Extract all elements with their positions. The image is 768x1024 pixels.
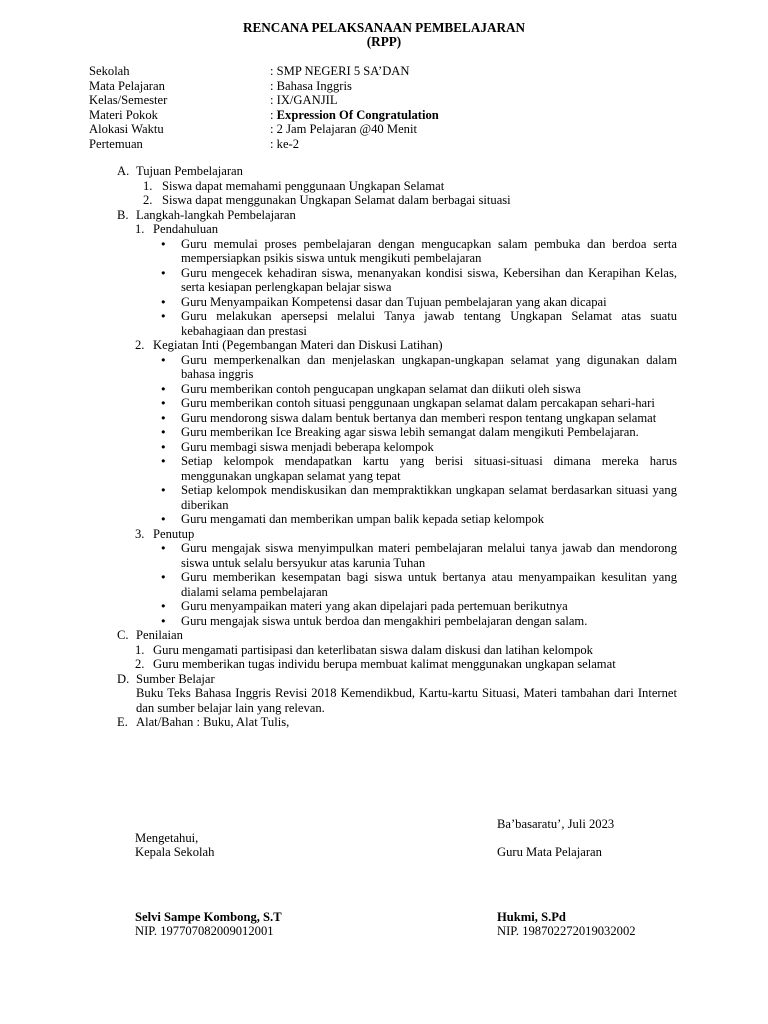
- teacher-name: Hukmi, S.Pd: [497, 910, 566, 924]
- bullet-item: ● Guru menyampaikan materi yang akan dipelajari pada pertemuan berikutnya: [117, 599, 677, 614]
- step-marker: 3.: [135, 526, 145, 541]
- meta-label: Kelas/Semester: [89, 93, 168, 108]
- bullet-item: ● Setiap kelompok mendiskusikan dan mempraktikkan ungkapan selamat berdasarkan situasi yang diberikan: [117, 483, 677, 512]
- langkah-list: [117, 338, 677, 353]
- step-pendahuluan: [117, 222, 677, 237]
- pendahuluan-bullets: [117, 237, 677, 339]
- penilaian-list: [117, 643, 677, 672]
- step-penutup: [117, 527, 677, 542]
- list-item: [117, 193, 677, 208]
- section-tujuan: [117, 164, 677, 179]
- item-text: Siswa dapat memahami penggunaan Ungkapan Selamat: [162, 178, 445, 193]
- meta-label: Pertemuan: [89, 136, 143, 151]
- section-alat-bahan: [117, 715, 677, 730]
- section-marker: D.: [117, 671, 130, 686]
- bullet-item: ● Guru memperkenalkan dan menjelaskan ungkapan-ungkapan selamat yang digunakan dalam bahasa inggris: [117, 353, 677, 382]
- meta-label: Sekolah: [89, 64, 130, 78]
- section-heading: Alat/Bahan : Buku, Alat Tulis,: [136, 715, 290, 729]
- bullet-item: ● Guru memberikan kesempatan bagi siswa untuk bertanya atau menyampaikan kesulitan yang dialami selama pembelajaran: [117, 570, 677, 599]
- document-subtitle: (RPP): [366, 34, 402, 49]
- meta-value: : 2 Jam Pelajaran @40 Menit: [270, 122, 417, 137]
- list-item: [117, 643, 677, 658]
- mengetahui-label: Mengetahui,: [135, 831, 199, 845]
- bullet-item: ● Guru mengamati dan memberikan umpan balik kepada setiap kelompok: [117, 512, 677, 527]
- item-text: Siswa dapat menggunakan Ungkapan Selamat dalam berbagai situasi: [162, 193, 511, 207]
- bullet-item: ● Guru mendorong siswa dalam bentuk bertanya dan memberi respon tentang ungkapan selamat: [117, 411, 677, 426]
- bullet-item: ● Guru memberikan Ice Breaking agar siswa lebih semangat dalam mengikuti Pembelajaran.: [117, 425, 677, 440]
- teacher-role: Guru Mata Pelajaran: [497, 845, 602, 859]
- meta-value: : Bahasa Inggris: [270, 78, 352, 93]
- section-heading: Penilaian: [136, 628, 183, 642]
- meta-label: Mata Pelajaran: [89, 78, 165, 93]
- section-heading: Sumber Belajar: [136, 671, 215, 686]
- langkah-list: [117, 222, 677, 237]
- tujuan-list: [117, 179, 677, 208]
- bullet-item: ● Guru mengajak siswa menyimpulkan materi pembelajaran melalui tanya jawab dan mendorong siswa untuk selalu bersyukur atas karunia Tuhan: [117, 541, 677, 570]
- penutup-bullets: [117, 541, 677, 628]
- item-marker: 1.: [143, 178, 153, 193]
- bullet-item: ● Guru memulai proses pembelajaran dengan mengucapkan salam pembuka dan berdoa serta mempersiapkan psikis siswa untuk mengikuti pembelajaran: [117, 237, 677, 266]
- section-marker: A.: [117, 164, 130, 178]
- sumber-belajar-text: Buku Teks Bahasa Inggris Revisi 2018 Kemendikbud, Kartu-kartu Situasi, Materi tambahan dari Internet dan sumber belajar lain yang relevan.: [136, 686, 677, 715]
- bullet-item: ● Setiap kelompok mendapatkan kartu yang berisi situasi-situasi dimana mereka harus menggunakan ungkapan selamat yang tepat: [117, 454, 677, 483]
- document-title: RENCANA PELAKSANAAN PEMBELAJARAN: [242, 20, 526, 35]
- principal-role: Kepala Sekolah: [135, 845, 215, 859]
- meta-label: Alokasi Waktu: [89, 122, 164, 137]
- bullet-item: ● Guru membagi siswa menjadi beberapa kelompok: [117, 440, 677, 455]
- step-heading: Penutup: [153, 526, 195, 541]
- list-item: [117, 657, 677, 672]
- document-body: [117, 164, 677, 730]
- place-date: Ba’basaratu’, Juli 2023: [497, 817, 615, 831]
- section-penilaian: [117, 628, 677, 643]
- item-marker: 2.: [143, 193, 153, 207]
- langkah-list: [117, 527, 677, 542]
- section-sumber-belajar: [117, 672, 677, 716]
- meta-value: : ke-2: [270, 136, 300, 151]
- bullet-item: ● Guru memberikan contoh situasi penggunaan ungkapan selamat dalam percakapan sehari-hari: [117, 396, 677, 411]
- step-heading: Pendahuluan: [153, 222, 219, 236]
- bullet-item: ● Guru mengecek kehadiran siswa, menanyakan kondisi siswa, Kebersihan dan Kerapihan Kelas, serta kesiapan perlengkapan belajar siswa: [117, 266, 677, 295]
- list-item: [117, 179, 677, 194]
- meta-value: : SMP NEGERI 5 SA’DAN: [270, 64, 410, 78]
- meta-value-bold: Expression Of Congratulation: [276, 107, 439, 122]
- section-heading: Tujuan Pembelajaran: [136, 164, 243, 178]
- item-marker: 2.: [135, 657, 145, 671]
- meta-value: [270, 108, 439, 123]
- step-heading: Kegiatan Inti (Pegembangan Materi dan Diskusi Latihan): [153, 338, 443, 352]
- section-marker: E.: [117, 715, 128, 729]
- meta-colon: :: [270, 107, 277, 122]
- bullet-item: ● Guru mengajak siswa untuk berdoa dan mengakhiri pembelajaran dengan salam.: [117, 614, 677, 629]
- section-marker: C.: [117, 628, 129, 642]
- bullet-item: ● Guru melakukan apersepsi melalui Tanya jawab tentang Ungkapan Selamat atas suatu kebahagiaan dan prestasi: [117, 309, 677, 338]
- principal-name: Selvi Sampe Kombong, S.T: [135, 910, 282, 924]
- item-marker: 1.: [135, 642, 145, 657]
- kegiatan-inti-bullets: [117, 353, 677, 527]
- step-marker: 2.: [135, 338, 145, 352]
- meta-label: Materi Pokok: [89, 107, 158, 122]
- item-text: Guru mengamati partisipasi dan keterlibatan siswa dalam diskusi dan latihan kelompok: [153, 642, 593, 657]
- step-marker: 1.: [135, 222, 145, 236]
- bullet-item: ● Guru memberikan contoh pengucapan ungkapan selamat dan diikuti oleh siswa: [117, 382, 677, 397]
- section-heading: Langkah-langkah Pembelajaran: [136, 207, 296, 222]
- section-langkah: [117, 208, 677, 223]
- step-kegiatan-inti: [117, 338, 677, 353]
- item-text: Guru memberikan tugas individu berupa membuat kalimat menggunakan ungkapan selamat: [153, 657, 616, 671]
- teacher-nip: NIP. 198702272019032002: [497, 924, 636, 938]
- section-marker: B.: [117, 207, 129, 222]
- bullet-item: ● Guru Menyampaikan Kompetensi dasar dan Tujuan pembelajaran yang akan dicapai: [117, 295, 677, 310]
- meta-value: : IX/GANJIL: [270, 93, 338, 108]
- principal-nip: NIP. 197707082009012001: [135, 924, 274, 938]
